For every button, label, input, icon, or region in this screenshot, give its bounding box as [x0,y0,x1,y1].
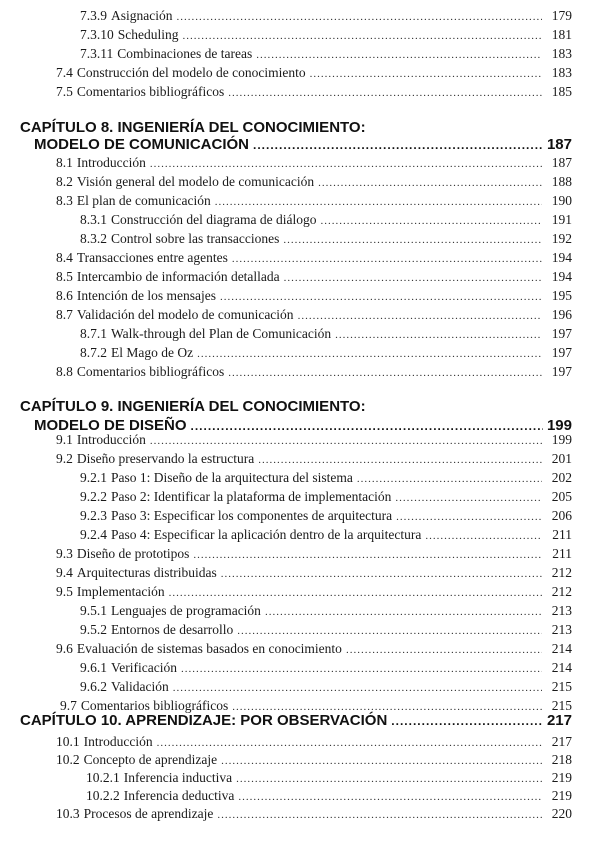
toc-entry [80,8,572,28]
entry-page: 202 [551,470,572,485]
entry-page: 194 [551,269,572,284]
entry-title: Introducción [83,734,153,749]
entry-title: Implementación [76,584,165,599]
entry-page: 206 [551,508,572,523]
dot-leader [220,291,542,303]
dot-leader [169,587,542,599]
dot-leader [298,310,542,322]
dot-leader [215,196,542,208]
toc-entry [56,565,572,585]
entry-title: Validación del modelo de comunicación [76,307,294,322]
dot-leader [150,158,542,170]
toc-entry [80,622,572,642]
dot-leader [157,737,542,749]
dot-leader [391,714,543,728]
entry-number: 8.3.1 [80,212,107,227]
entry-page: 181 [551,27,572,42]
toc-entry [56,752,572,772]
entry-number: 8.3.2 [80,231,107,246]
dot-leader [150,435,542,447]
entry-page: 194 [551,250,572,265]
entry-title: Lenguajes de programación [111,603,261,618]
toc-entry [80,679,572,699]
chapter-page: 199 [546,417,572,434]
toc-entry [56,250,572,270]
entry-number: 8.7.2 [80,345,107,360]
entry-number: 9.6 [56,641,73,656]
entry-number: 8.3 [56,193,73,208]
entry-title: Construcción del modelo de conocimiento [76,65,306,80]
entry-page: 183 [551,46,572,61]
entry-title: Comentarios bibliográficos [80,698,229,713]
entry-title: Intención de los mensajes [76,288,216,303]
toc-entry [56,641,572,661]
toc-entry [80,326,572,346]
entry-title: Diseño de prototipos [76,546,190,561]
entry-number: 7.5 [56,84,73,99]
entry-title: Paso 4: Especificar la aplicación dentro de la arquitectura [111,527,422,542]
entry-number: 10.3 [56,806,80,821]
entry-page: 195 [551,288,572,303]
toc-entry [56,307,572,327]
dot-leader [320,215,542,227]
entry-number: 8.1 [56,155,73,170]
toc-entry [80,231,572,251]
entry-title: Construcción del diagrama de diálogo [111,212,317,227]
entry-number: 8.4 [56,250,73,265]
entry-number: 9.2.1 [80,470,107,485]
entry-page: 190 [551,193,572,208]
entry-number: 8.8 [56,364,73,379]
entry-page: 197 [551,345,572,360]
toc-entry [56,155,572,175]
entry-page: 212 [551,565,572,580]
dot-leader [395,492,542,504]
dot-leader [425,530,542,542]
chapter-title: MODELO DE DISEÑO [34,417,187,434]
entry-number: 9.5 [56,584,73,599]
chapter-title: CAPÍTULO 10. APRENDIZAJE: POR OBSERVACIÓN [20,712,388,729]
dot-leader [173,682,542,694]
entry-title: Paso 2: Identificar la plataforma de implementación [111,489,392,504]
entry-title: Comentarios bibliográficos [76,364,225,379]
entry-number: 9.6.1 [80,660,107,675]
toc-entry [56,65,572,85]
dot-leader [265,606,542,618]
entry-title: Intercambio de información detallada [76,269,280,284]
entry-title: Evaluación de sistemas basados en conocimiento [76,641,342,656]
dot-leader [256,49,542,61]
dot-leader [346,644,542,656]
toc-entry [56,288,572,308]
toc-entry [56,546,572,566]
entry-page: 183 [551,65,572,80]
entry-number: 9.4 [56,565,73,580]
toc-entry [56,806,572,826]
toc-entry [80,489,572,509]
entry-number: 9.6.2 [80,679,107,694]
toc-entry [56,432,572,452]
dot-leader [396,511,542,523]
dot-leader [193,549,542,561]
dot-leader [177,11,543,23]
entry-title: Introducción [76,155,146,170]
dot-leader [284,272,542,284]
entry-number: 9.2.4 [80,527,107,542]
dot-leader [283,234,542,246]
entry-title: Visión general del modelo de comunicación [76,174,315,189]
toc-entry [80,46,572,66]
toc-entry [86,770,572,790]
dot-leader [181,663,542,675]
toc-entry [80,345,572,365]
dot-leader [191,419,543,433]
dot-leader [236,773,542,785]
entry-page: 199 [551,432,572,447]
entry-page: 201 [551,451,572,466]
entry-number: 8.5 [56,269,73,284]
entry-page: 197 [551,326,572,341]
entry-page: 214 [551,660,572,675]
toc-entry [80,660,572,680]
entry-page: 205 [551,489,572,504]
entry-page: 197 [551,364,572,379]
entry-page: 219 [551,770,572,785]
toc-entry [80,212,572,232]
entry-title: Walk-through del Plan de Comunicación [111,326,332,341]
entry-number: 9.5.1 [80,603,107,618]
entry-number: 9.3 [56,546,73,561]
entry-title: Transacciones entre agentes [76,250,228,265]
entry-page: 211 [552,546,572,561]
entry-page: 212 [551,584,572,599]
entry-page: 215 [551,679,572,694]
chapter-heading: CAPÍTULO 9. INGENIERÍA DEL CONOCIMIENTO: [20,398,366,415]
toc-entry [86,788,572,808]
entry-number: 10.2 [56,752,80,767]
entry-title: Comentarios bibliográficos [76,84,225,99]
toc-entry [56,269,572,289]
entry-number: 7.4 [56,65,73,80]
dot-leader [217,809,542,821]
entry-title: Combinaciones de tareas [117,46,253,61]
entry-title: Verificación [111,660,177,675]
entry-number: 8.6 [56,288,73,303]
toc-entry [56,364,572,384]
dot-leader [197,348,542,360]
entry-title: Introducción [76,432,146,447]
toc-entry [56,734,572,754]
entry-title: Control sobre las transacciones [111,231,280,246]
entry-number: 8.7.1 [80,326,107,341]
entry-title: Arquitecturas distribuidas [76,565,217,580]
entry-page: 192 [551,231,572,246]
chapter-page: 187 [546,136,572,153]
entry-number: 9.2.3 [80,508,107,523]
entry-page: 215 [551,698,572,713]
entry-page: 213 [551,622,572,637]
entry-title: Paso 1: Diseño de la arquitectura del sistema [111,470,353,485]
entry-page: 188 [551,174,572,189]
entry-number: 9.5.2 [80,622,107,637]
chapter-heading: CAPÍTULO 8. INGENIERÍA DEL CONOCIMIENTO: [20,119,366,136]
entry-title: El plan de comunicación [76,193,211,208]
dot-leader [228,367,542,379]
dot-leader [253,138,543,152]
entry-page: 185 [551,84,572,99]
dot-leader [357,473,542,485]
dot-leader [335,329,542,341]
dot-leader [221,755,542,767]
chapter-heading-line2 [34,136,572,156]
entry-number: 7.3.10 [80,27,114,42]
entry-number: 9.2 [56,451,73,466]
toc-entry [56,84,572,104]
entry-title: Scheduling [117,27,179,42]
entry-number: 9.2.2 [80,489,107,504]
entry-number: 8.2 [56,174,73,189]
entry-title: Diseño preservando la estructura [76,451,255,466]
dot-leader [221,568,542,580]
entry-page: 214 [551,641,572,656]
dot-leader [318,177,542,189]
dot-leader [232,253,542,265]
entry-page: 179 [551,8,572,23]
entry-page: 187 [551,155,572,170]
entry-title: Paso 3: Especificar los componentes de arquitectura [111,508,393,523]
dot-leader [238,791,542,803]
entry-number: 9.1 [56,432,73,447]
entry-number: 10.2.1 [86,770,120,785]
dot-leader [310,68,542,80]
entry-number: 7.3.9 [80,8,107,23]
toc-entry [56,584,572,604]
toc-entry [80,470,572,490]
toc-entry [56,451,572,471]
entry-title: Validación [111,679,169,694]
toc-entry [56,193,572,213]
entry-number: 9.7 [60,698,77,713]
entry-number: 10.2.2 [86,788,120,803]
dot-leader [237,625,542,637]
entry-page: 219 [551,788,572,803]
chapter-heading [20,712,572,732]
entry-title: El Mago de Oz [111,345,194,360]
entry-title: Concepto de aprendizaje [83,752,218,767]
entry-title: Asignación [111,8,173,23]
dot-leader [258,454,542,466]
toc-entry [80,527,572,547]
entry-page: 196 [551,307,572,322]
entry-number: 8.7 [56,307,73,322]
entry-title: Inferencia inductiva [123,770,233,785]
dot-leader [183,30,543,42]
entry-number: 10.1 [56,734,80,749]
entry-number: 7.3.11 [80,46,114,61]
entry-title: Inferencia deductiva [123,788,235,803]
entry-page: 213 [551,603,572,618]
toc-entry [80,27,572,47]
toc-entry [80,603,572,623]
entry-page: 217 [551,734,572,749]
chapter-title: MODELO DE COMUNICACIÓN [34,136,249,153]
toc-entry [80,508,572,528]
entry-page: 191 [551,212,572,227]
entry-page: 218 [551,752,572,767]
dot-leader [228,87,542,99]
entry-page: 211 [552,527,572,542]
entry-page: 220 [551,806,572,821]
chapter-page: 217 [546,712,572,729]
toc-entry [56,174,572,194]
entry-title: Procesos de aprendizaje [83,806,214,821]
entry-title: Entornos de desarrollo [111,622,234,637]
